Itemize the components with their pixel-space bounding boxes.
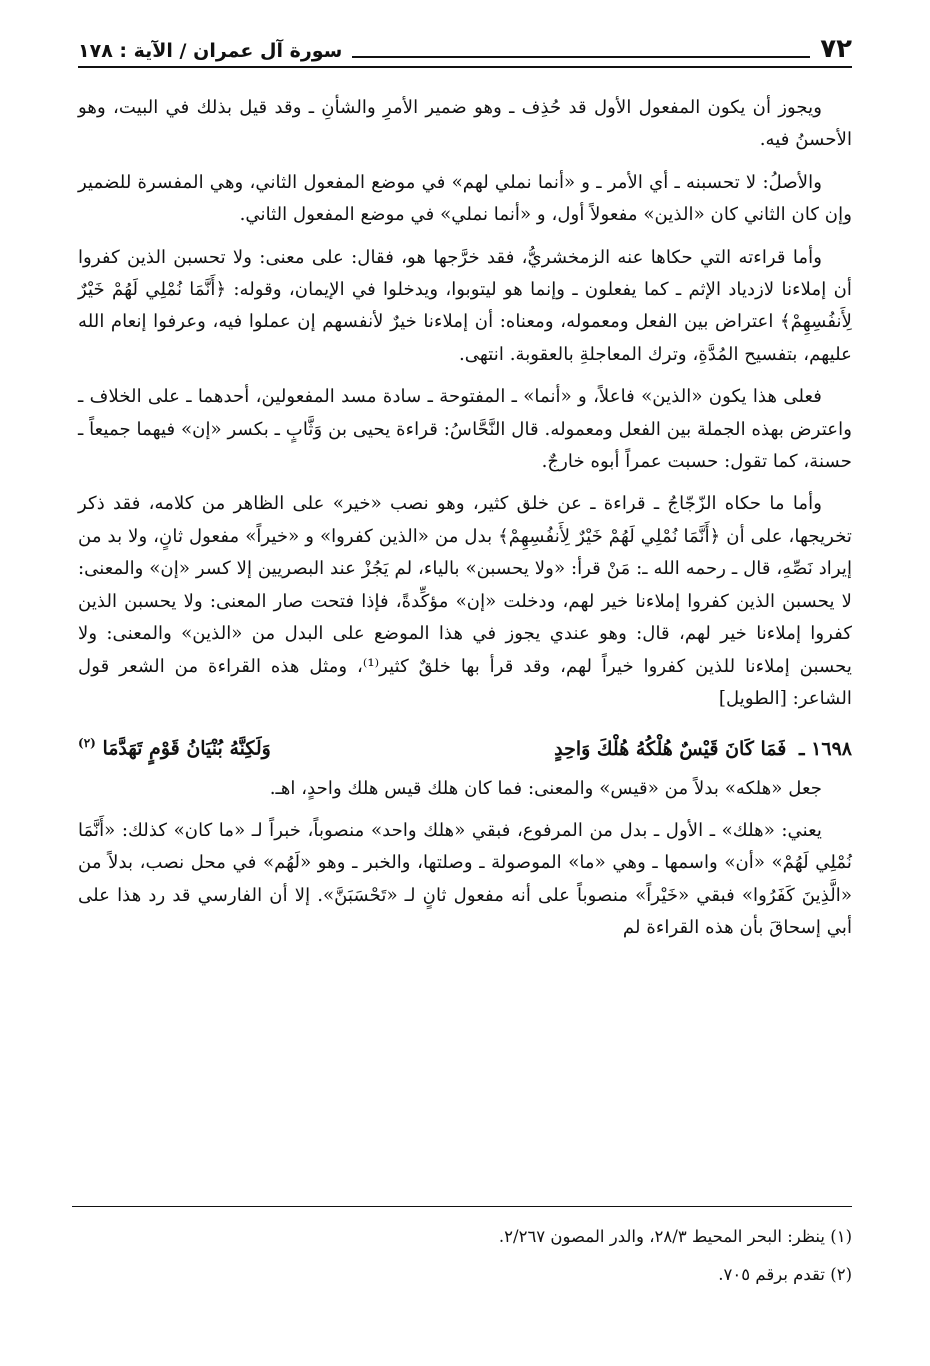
verse-first-hemistich: فَمَا كَانَ قَيْسٌ هُلْكُهُ هُلْكَ وَاحِدٍ xyxy=(554,737,787,760)
footnote: (١) ينظر: البحر المحيط ٢٨/٣، والدر المصون ٢/٢٦٧. xyxy=(498,1227,852,1246)
verse-number: ١٦٩٨ xyxy=(811,737,852,760)
footnote-separator xyxy=(72,1206,852,1207)
paragraph: وأما قراءته التي حكاها عنه الزمخشريُّ، فقد خرَّجها هو، فقال: على معنى: ولا تحسبن الذين كفروا أن إملاءنا لازدياد الإثم ـ كما يفعلون ـ وإنما هو ليتوبوا، ويدخلوا في الإيمان، وقوله: ﴿أَنَّمَا نُمْلِي لَهُمْ خَيْرٌ لِأَنفُسِهِمْ﴾ اعتراض بين الفعل ومعموله، ومعناه: أن إملاءنا خيرٌ لأنفسهم إن عملوا فيه، وعرفوا إنعام الله عليهم، بتفسيح المُدَّةِ، وترك المعاجلةِ بالعقوبة. انتهى. xyxy=(78,246,852,365)
paragraph: ويجوز أن يكون المفعول الأول قد حُذِف ـ وهو ضمير الأمرِ والشأنِ ـ وقد قيل بذلك في البيت، وهو الأحسنُ فيه. xyxy=(78,97,852,151)
header-rule xyxy=(352,56,810,58)
footnote-marker: (٢) xyxy=(78,736,96,751)
running-title: سورة آل عمران / الآية : ١٧٨ xyxy=(78,40,343,62)
verse-second-hemistich-wrap xyxy=(78,725,271,766)
header-underline xyxy=(78,66,852,68)
verse-second-hemistich: وَلَكِنَّهُ بُنْيَانُ قَوْمٍ تَهَدَّمَا xyxy=(102,737,271,760)
running-header xyxy=(78,30,852,64)
verse-number-and-first-hemistich: ١٦٩٨ ـ فَمَا كَانَ قَيْسٌ هُلْكُهُ هُلْكَ وَاحِدٍ xyxy=(554,737,852,760)
paragraph: فعلى هذا يكون «الذين» فاعلاً، و «أنما» ـ المفتوحة ـ سادة مسد المفعولين، أحدهما ـ على الخلاف ـ واعترض بهذه الجملة بين الفعل ومعموله. قال النَّحَّاسُ: قراءة يحيى بن وَثَّابٍ ـ بكسر «إن» فيهما جميعاً ـ حسنة، كما تقول: حسبت عمراً أبوه خارجٌ. xyxy=(78,386,852,473)
paragraph: وأما ما حكاه الزّجّاجُ ـ قراءة ـ عن خلق كثير، وهو نصب «خير» على الظاهر من كلامه، فقد ذكر تخريجها، على أن ﴿أَنَّمَا نُمْلِي لَهُمْ خَيْرٌ لِأَنفُسِهِمْ﴾ بدل من «الذين كفروا» و «خيراً» مفعول ثانٍ، ولا بد من إيراد نَصِّهِ، قال ـ رحمه الله ـ: مَنْ قرأ: «ولا يحسبن» بالياء، لم يَجُزْ عند البصريين إلا كسر «إن» والمعنى: لا يحسبن الذين كفروا إملاءنا خير لهم، ودخلت «إن» مؤكِّدةً، فإذا فتحت صار المعنى: ولا يحسبن الذين كفروا إملاءنا خير لهم، قال: وهو عندي يجوز في هذا الموضع على البدل من «الذين» والمعنى: ولا يحسبن إملاءنا للذين كفروا خيراً لهم، وقد قرأ بها خلقٌ كثير⁽¹⁾، ومثل هذه القراءة من الشعر قول الشاعر: [الطويل] xyxy=(78,493,852,709)
page-number: ٧٢ xyxy=(820,34,852,64)
paragraph: والأصلُ: لا تحسبنه ـ أي الأمر ـ و «أنما نملي لهم» في موضع المفعول الثاني، وهي المفسرة للضمير وإن كان الثاني كان «الذين» مفعولاً أول، و «أنما نملي» في موضع المفعول الثاني. xyxy=(78,171,852,226)
footnote: (٢) تقدم برقم ٧٠٥. xyxy=(718,1265,852,1284)
poetry-verse xyxy=(78,725,852,766)
paragraph: جعل «هلكه» بدلاً من «قيس» والمعنى: فما كان هلك قيس هلك واحدٍ، اهـ. xyxy=(269,777,822,799)
paragraph: يعني: «هلك» ـ الأول ـ بدل من المرفوع، فبقي «هلك واحد» منصوباً، خبراً لـ «ما كان» كذلك: «أَنَّمَا نُمْلِي لَهُمْ» «أن» واسمها ـ وهي «ما» الموصولة ـ وصلتها، والخبر ـ وهو «لَهُم» في محل نصب، بدلاً من «الَّذِينَ كَفَرُوا» فبقي «خَيْراً» منصوباً على أنه مفعول ثانٍ لـ «تَحْسَبَنَّ». إلا أن الفارسي قد رد هذا على أبي إسحاقَ بأن هذه القراءة لم xyxy=(78,820,852,939)
footnotes xyxy=(78,1218,852,1294)
main-text xyxy=(78,92,852,955)
